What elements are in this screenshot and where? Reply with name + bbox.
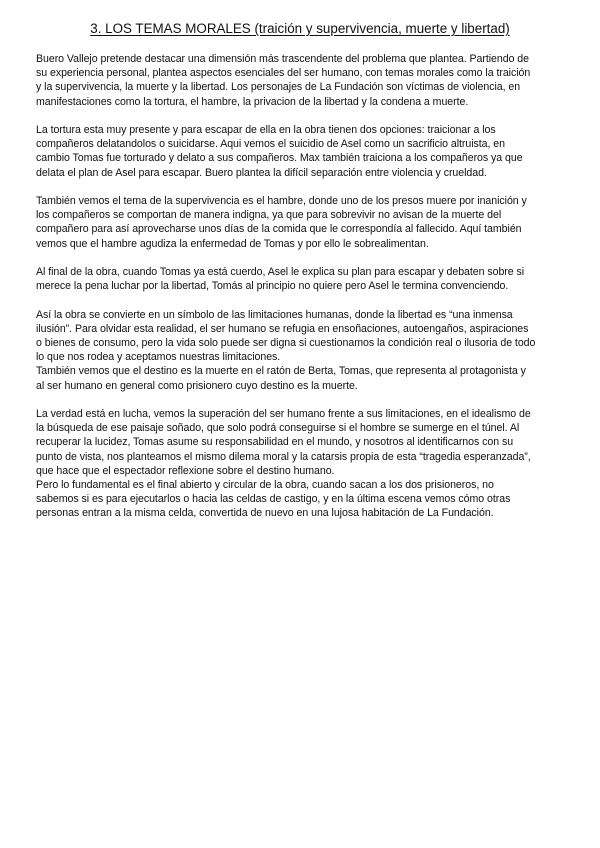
paragraph-6 [36,407,570,521]
text-line: compañero para así aprovecharse unos días de la comida que le correspondía al fallecido. Aquí también [36,223,522,236]
text-line: los compañeros se comportan de manera indigna, ya que para sobrevivir no avisan de la muerte del [36,209,502,222]
text-line: Buero Vallejo pretende destacar una dimensión más trascendente del problema que plantea. Partiendo de [36,53,529,65]
text-line: merece la pena luchar por la libertad, Tomás al principio no quiere pero Asel le termina convenciendo. [36,280,509,293]
text-line: La verdad está en lucha, vemos la superación del ser humano frente a sus limitaciones, en el idealismo de [36,408,531,420]
text-line: personas entran a la misma celda, convertida de nuevo en una lujosa habitación de La Fundación. [36,507,494,520]
paragraph-3 [36,194,570,251]
text-line: cambio Tomas fue torturado y delato a sus compañeros. Max también traiciona a los compañeros ya que [36,152,523,165]
text-line: Pero lo fundamental es el final abierto y circular de la obra, cuando sacan a los dos prisioneros, no [36,479,494,492]
paragraph-gap [36,251,570,265]
text-line: su experiencia personal, plantea aspectos esenciales del ser humano, con temas morales como la traición [36,67,531,80]
paragraph-1 [36,52,570,109]
text-line: manifestaciones como la tortura, el hambre, la privacion de la libertad y la condena a muerte. [36,95,469,108]
document-body [36,52,570,521]
text-line: o bienes de consumo, pero la vida solo puede ser digna si cuestionamos la condición real o ilusoria de todo [36,337,536,349]
paragraph-gap [36,109,570,123]
text-line: y la supervivencia, la muerte y la libertad. Los personajes de La Fundación son víctimas de violencia, en [36,81,521,94]
text-line: punto de vista, nos planteamos el mismo dilema moral y la catarsis propia de esta “tragedia esperanzada”, [36,450,531,463]
text-line: lo que nos rodea y aceptamos nuestras limitaciones. [36,351,281,364]
paragraph-gap [36,393,570,407]
text-line: al ser humano en general como prisionero cuyo destino es la muerte. [36,379,358,392]
text-line: También vemos el tema de la supervivencia es el hambre, donde uno de los presos muere por inanición y [36,195,527,207]
text-line: que hace que el espectador reflexione sobre el destino humano. [36,464,335,477]
paragraph-4 [36,265,570,293]
text-line: También vemos que el destino es la muerte en el ratón de Berta, Tomas, que representa al protagonista y [36,365,526,378]
paragraph-2 [36,123,570,180]
paragraph-5 [36,308,570,393]
page-title: 3. LOS TEMAS MORALES (traición y supervivencia, muerte y libertad) [90,21,510,36]
text-line: Así la obra se convierte en un símbolo de las limitaciones humanas, donde la libertad es “una inmensa [36,308,513,321]
text-line: vemos que el hambre agudiza la enfermedad de Tomas y por ello le sobrealimentan. [36,237,429,250]
paragraph-gap [36,180,570,194]
text-line: ilusión”. Para olvidar esta realidad, el ser humano se refugia en ensoñaciones, autoengaños, aspiraciones [36,322,529,335]
text-line: Al final de la obra, cuando Tomas ya está cuerdo, Asel le explica su plan para escapar y debaten sobre si [36,266,525,278]
text-line: la búsqueda de ese paisaje soñado, que solo podrá conseguirse si el hombre se sumerge en el túnel. Al [36,422,520,435]
text-line: compañeros delatandolos o suicidarse. Aqui vemos el suicidio de Asel como un sacrificio altruista, en [36,138,505,151]
text-line: recuperar la lucidez, Tomas asume su responsabilidad en el mundo, y nosotros al identificarnos con su [36,436,514,449]
text-line: sabemos si es para ejecutarlos o hacia las celdas de castigo, y en la última escena vemos cómo otras [36,493,511,506]
text-line: La tortura esta muy presente y para escapar de ella en la obra tienen dos opciones: traicionar a los [36,124,496,136]
paragraph-gap [36,293,570,307]
text-line: delata el plan de Asel para escapar. Buero plantea la difícil separación entre violencia y crueldad. [36,166,487,179]
